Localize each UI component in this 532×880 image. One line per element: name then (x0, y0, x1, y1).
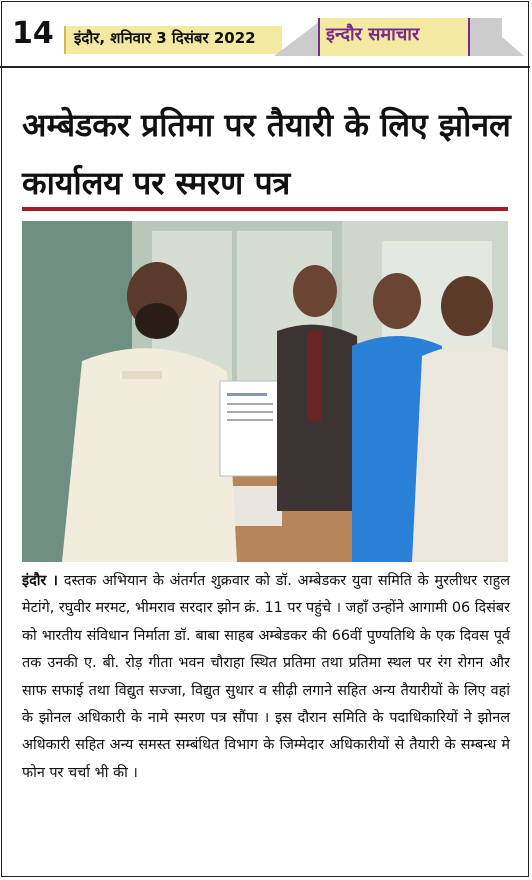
photo-illustration (22, 221, 508, 562)
header-rule (0, 66, 530, 68)
section-name: इन्दौर समाचार (326, 24, 420, 45)
date-line: इंदौर, शनिवार 3 दिसंबर 2022 (74, 29, 256, 47)
header-decor-right (480, 18, 524, 56)
article-dateline: इंदौर । (22, 573, 59, 589)
headline: अम्बेडकर प्रतिमा पर तैयारी के लिए झोनल कार्यालय पर स्मरण पत्र (22, 106, 511, 202)
article-body (22, 568, 510, 787)
header-decor-left (274, 18, 324, 56)
article-body-text: दस्तक अभियान के अंतर्गत शुक्रवार को डॉ. अम्बेडकर युवा समिति के मुरलीधर राहुल मेटांगे, रघुवीर मरमट, भीमराव सरदार झोन क्रं. 11 पर पहुंचे । जहाँ उन्होंने आगामी 06 दिसंबर को भारतीय संविधान निर्माता डॉ. बाबा साहब अम्बेडकर की 66वीं पुण्यतिथि के एक दिवस पूर्व तक उनकी ए. बी. रोड़ गीता भवन चौराहा स्थित प्रतिमा तथा प्रतिमा स्थल पर रंग रोगन और साफ सफाई तथा विद्युत सज्जा, विद्युत सुधार व सीढ़ी लगाने सहित अन्य तैयारीयों के लिए वहां के झोनल अधिकारी के नामे स्मरण पत्र सौंपा । इस दौरान समिति के पदाधिकारियों ने झोनल अधिकारी सहित अन्य समस्त सम्बंधित विभाग के जिम्मेदार अधिकारीयों से तैयारी के सम्बन्ध मे फोन पर चर्चा भी की । (22, 573, 510, 781)
page-number: 14 (12, 16, 54, 51)
headline-rule (22, 207, 508, 211)
news-photo (22, 221, 508, 562)
